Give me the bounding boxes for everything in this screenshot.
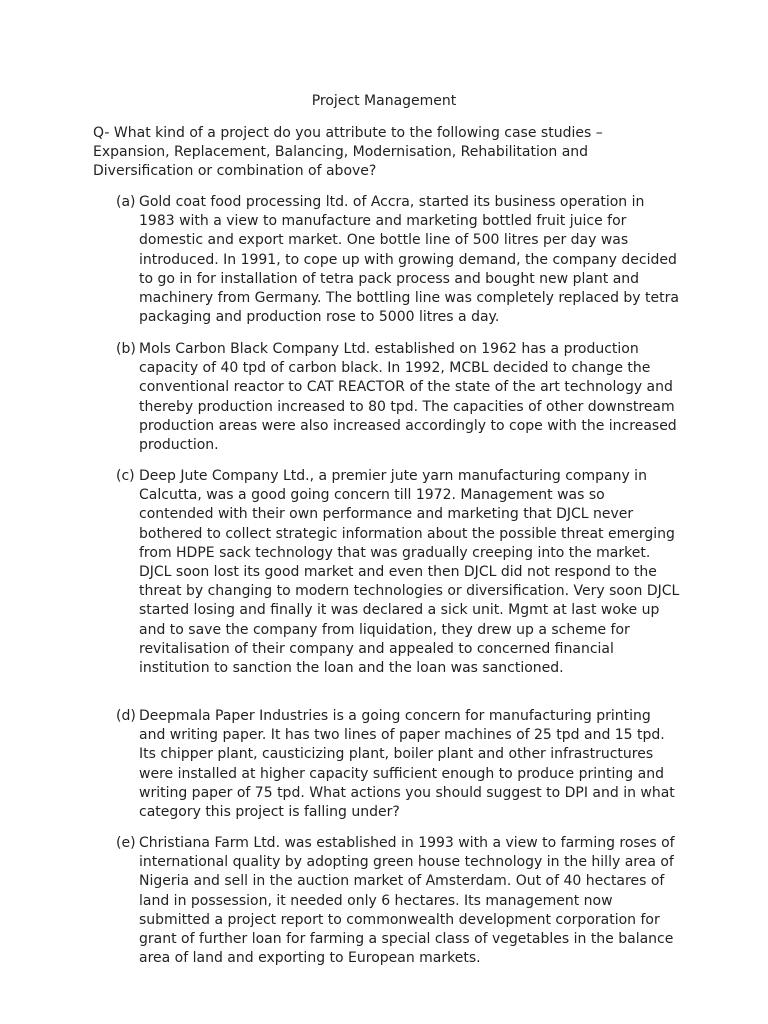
case-marker-b: (b) <box>116 341 136 357</box>
case-study-b <box>116 340 681 455</box>
case-marker-d: (d) <box>116 708 136 724</box>
case-marker-c: (c) <box>116 468 135 484</box>
case-text-c: Deep Jute Company Ltd., a premier jute yarn manufacturing company in Calcutta, was a good going concern till 1972. Management was so contended with their own performance and marketing that DJCL never bothered to collect strategic information about the possible threat emerging from HDPE sack technology that was gradually creeping into the market. DJCL soon lost its good market and even then DJCL did not respond to the threat by changing to modern technologies or diversification. Very soon DJCL started losing and finally it was declared a sick unit. Mgmt at last woke up and to save the company from liquidation, they drew up a scheme for revitalisation of their company and appealed to concerned financial institution to sanction the loan and the loan was sanctioned. <box>139 468 680 677</box>
case-study-a <box>116 193 681 327</box>
case-text-a: Gold coat food processing ltd. of Accra, started its business operation in 1983 with a view to manufacture and marketing bottled fruit juice for domestic and export market. One bottle line of 500 litres per day was introduced. In 1991, to cope up with growing demand, the company decided to go in for installation of tetra pack process and bought new plant and machinery from Germany. The bottling line was completely replaced by tetra packaging and production rose to 5000 litres a day. <box>139 194 679 326</box>
case-study-e <box>116 834 681 968</box>
case-text-b: Mols Carbon Black Company Ltd. established on 1962 has a production capacity of 40 tpd of carbon black. In 1992, MCBL decided to change the conventional reactor to CAT REACTOR of the state of the art technology and thereby production increased to 80 tpd. The capacities of other downstream production areas were also increased accordingly to cope with the increased production. <box>139 341 677 454</box>
case-text-e: Christiana Farm Ltd. was established in 1993 with a view to farming roses of international quality by adopting green house technology in the hilly area of Nigeria and sell in the auction market of Amsterdam. Out of 40 hectares of land in possession, it needed only 6 hectares. Its management now submitted a project report to commonwealth development corporation for grant of further loan for farming a special class of vegetables in the balance area of land and exporting to European markets. <box>139 835 675 967</box>
case-text-d: Deepmala Paper Industries is a going concern for manufacturing printing and writing paper. It has two lines of paper machines of 25 tpd and 15 tpd. Its chipper plant, causticizing plant, boiler plant and other infrastructures were installed at higher capacity sufficient enough to produce printing and writing paper of 75 tpd. What actions you should suggest to DPI and in what category this project is falling under? <box>139 708 675 821</box>
case-marker-e: (e) <box>116 835 136 851</box>
question-text: Q- What kind of a project do you attribute to the following case studies – Expansion, Replacement, Balancing, Modernisation, Rehabilitation and Diversification or combination of above? <box>93 125 603 179</box>
page-title: Project Management <box>311 93 457 109</box>
case-study-c <box>116 467 681 678</box>
case-study-d <box>116 707 681 822</box>
case-marker-a: (a) <box>116 194 136 210</box>
